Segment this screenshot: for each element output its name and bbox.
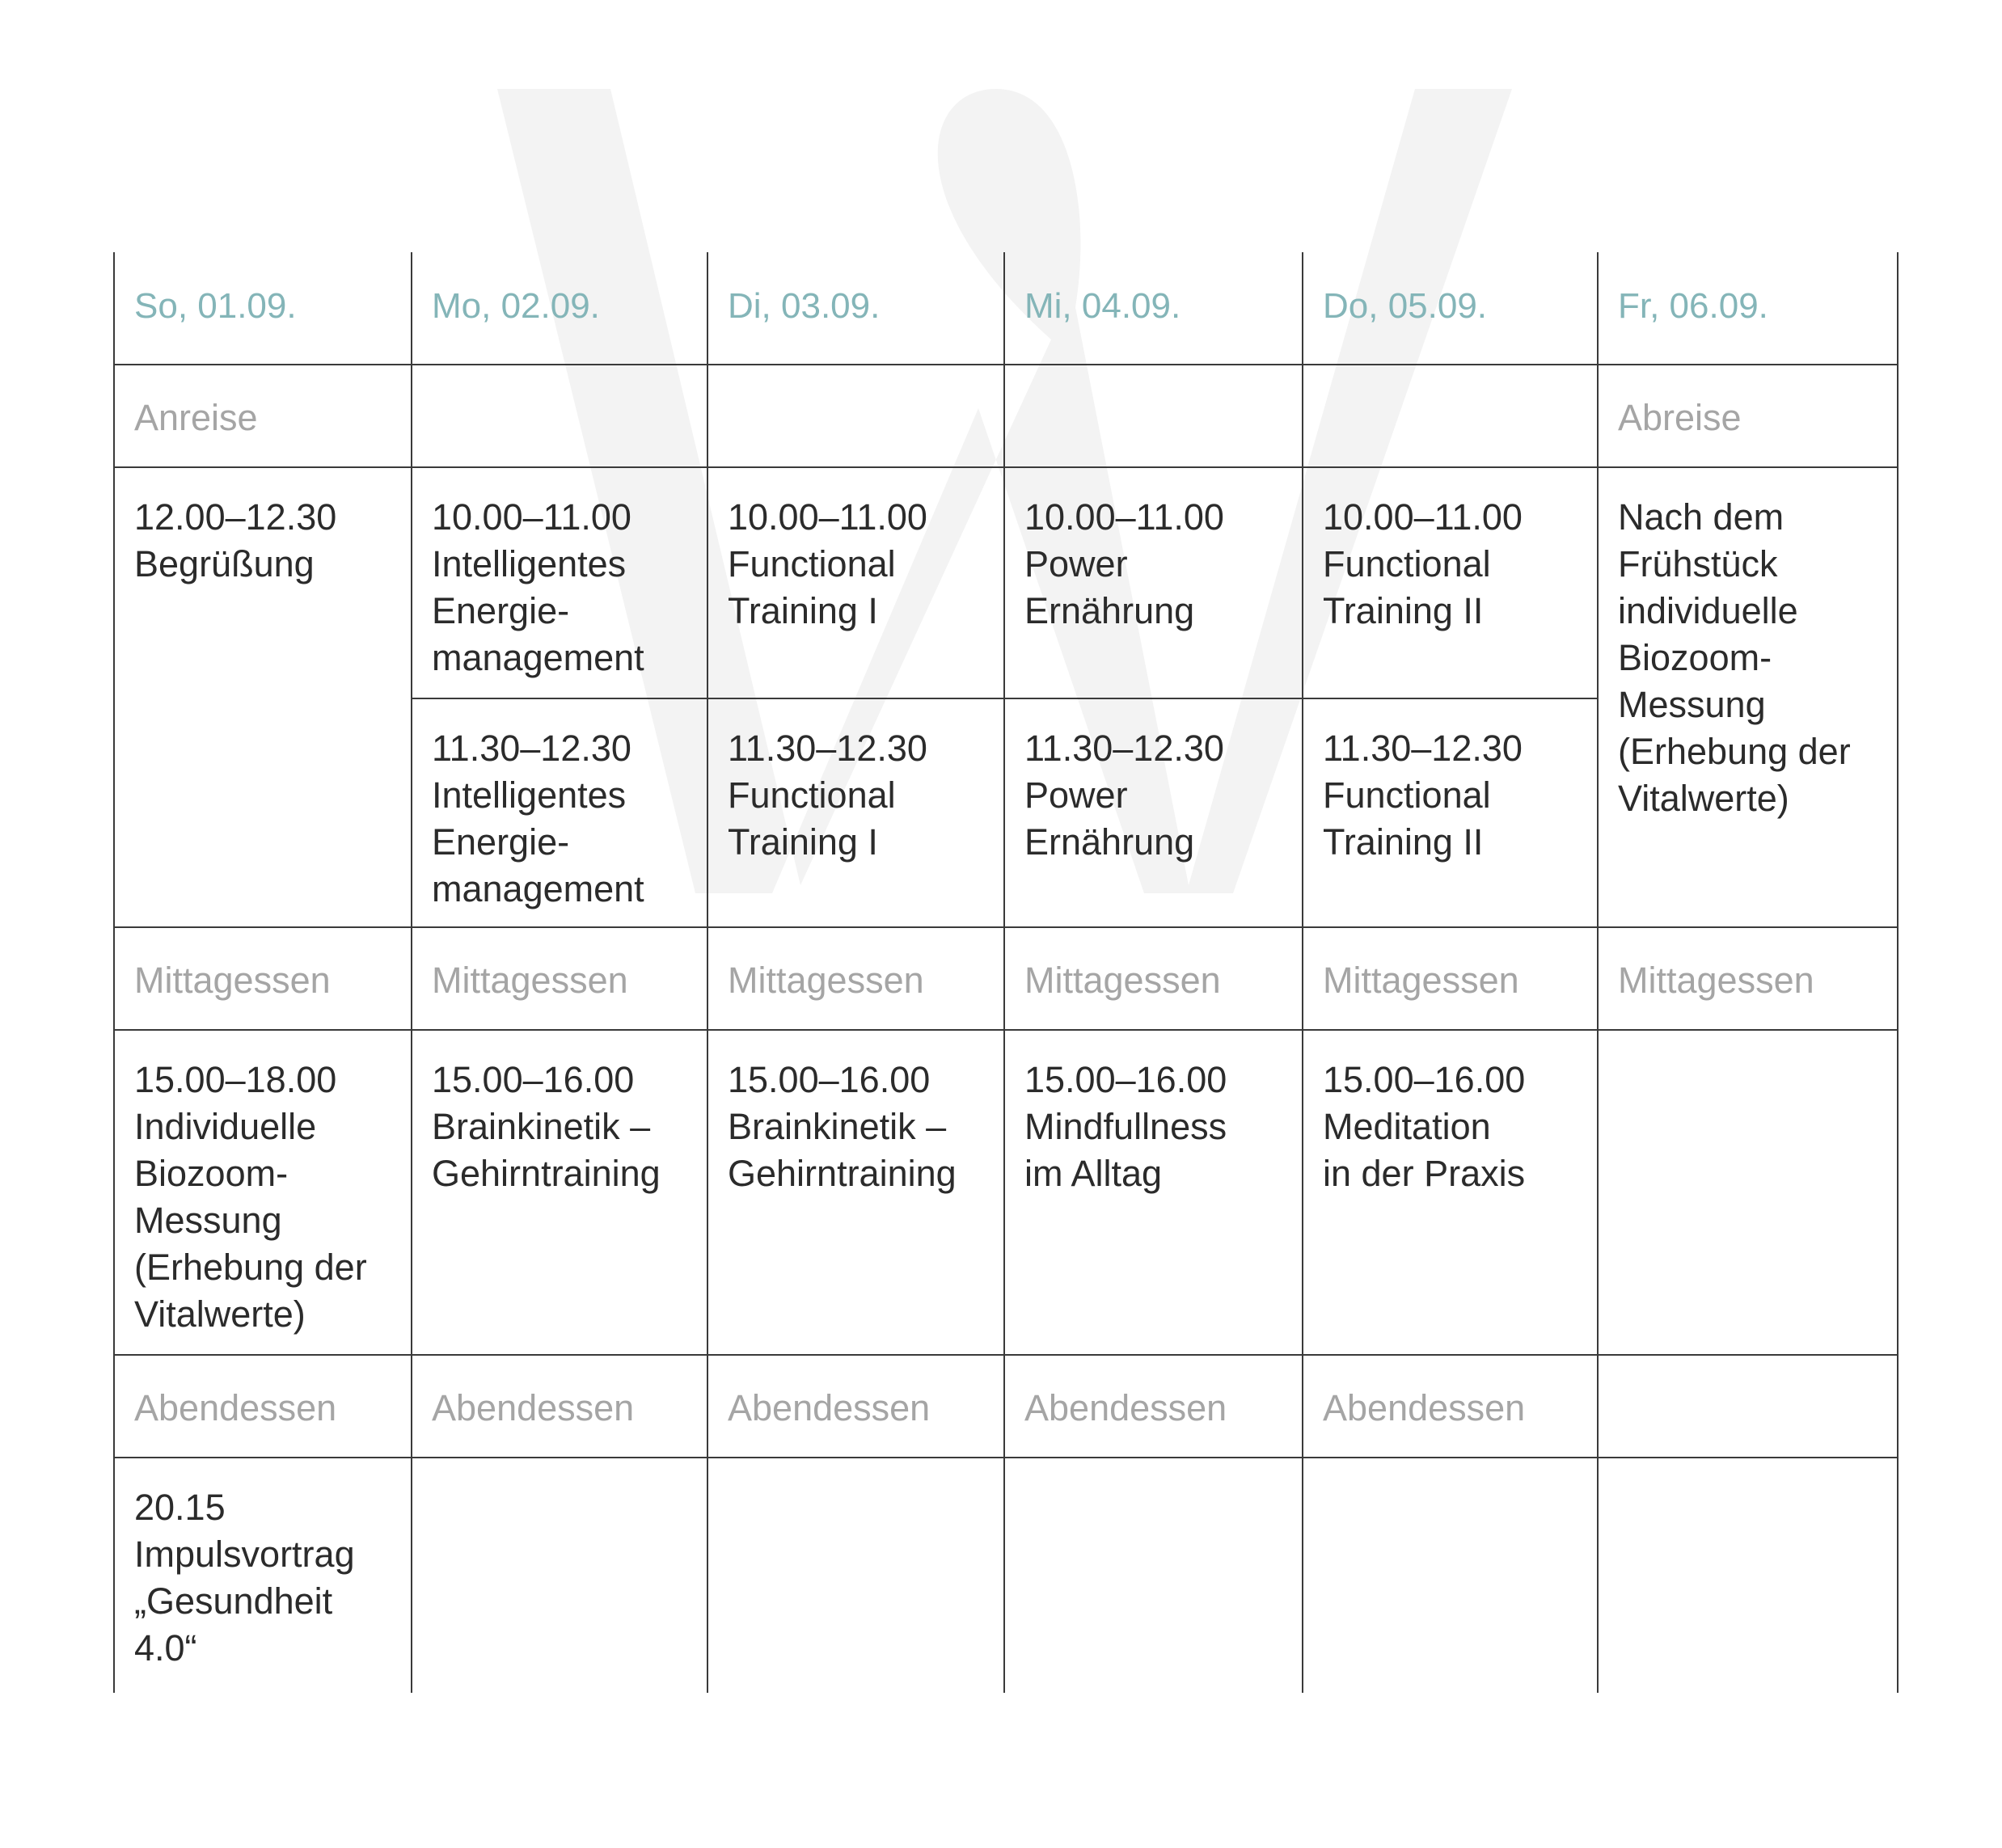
meal-label: Mittagessen — [1024, 960, 1221, 1001]
arrival-label: Anreise — [134, 397, 258, 438]
empty-cell — [1302, 1457, 1597, 1693]
empty-cell — [1597, 1029, 1899, 1354]
empty-cell — [113, 698, 411, 926]
empty-cell — [707, 364, 1003, 466]
lunch-cell — [1003, 926, 1302, 1029]
session-cell-thu-afternoon — [1302, 1029, 1597, 1354]
session-title: Biozoom- — [1618, 637, 1772, 678]
meal-label: Mittagessen — [728, 960, 924, 1001]
session-cell-sun-morning — [113, 466, 411, 698]
session-title: Messung — [1618, 684, 1766, 725]
session-title: management — [432, 637, 644, 678]
session-title: Vitalwerte) — [1618, 778, 1789, 819]
day-header-thu — [1302, 252, 1597, 364]
session-title: Functional — [1323, 543, 1491, 584]
session-title: Messung — [134, 1200, 282, 1241]
session-title: management — [432, 868, 644, 909]
day-label: Mo, 02.09. — [432, 286, 600, 326]
session-title: Functional — [728, 774, 896, 816]
empty-cell — [1003, 1457, 1302, 1693]
session-time: 12.00–12.30 — [134, 496, 337, 538]
session-title: Frühstück — [1618, 543, 1778, 584]
dinner-cell — [1003, 1354, 1302, 1457]
meal-label: Abendessen — [1323, 1387, 1526, 1428]
dinner-cell — [707, 1354, 1003, 1457]
dinner-cell — [113, 1354, 411, 1457]
session-time: 10.00–11.00 — [1323, 496, 1523, 538]
session-cell-sun-evening — [113, 1457, 411, 1693]
lunch-cell — [411, 926, 707, 1029]
lunch-cell — [113, 926, 411, 1029]
session-title: Gehirntraining — [432, 1153, 661, 1194]
session-time: 10.00–11.00 — [1024, 496, 1224, 538]
session-cell-fri-morning — [1597, 466, 1899, 926]
session-cell-wed-afternoon — [1003, 1029, 1302, 1354]
session-cell-tue-morning-1 — [707, 466, 1003, 698]
session-title: Begrüßung — [134, 543, 315, 584]
session-title: Mindfullness — [1024, 1106, 1227, 1147]
session-title: (Erhebung der — [134, 1247, 367, 1288]
session-title: Meditation — [1323, 1106, 1491, 1147]
meal-label: Mittagessen — [1323, 960, 1519, 1001]
session-title: Training II — [1323, 821, 1484, 863]
session-time: 15.00–16.00 — [1024, 1059, 1227, 1100]
day-label: Mi, 04.09. — [1024, 286, 1181, 326]
session-time: 15.00–16.00 — [728, 1059, 931, 1100]
session-cell-tue-morning-2 — [707, 698, 1003, 926]
meal-label: Abendessen — [728, 1387, 931, 1428]
session-cell-mon-morning-1 — [411, 466, 707, 698]
session-cell-thu-morning-1 — [1302, 466, 1597, 698]
session-title: „Gesundheit — [134, 1580, 333, 1622]
day-label: Fr, 06.09. — [1618, 286, 1768, 326]
session-title: Training I — [728, 590, 878, 631]
day-header-mon — [411, 252, 707, 364]
session-cell-sun-afternoon — [113, 1029, 411, 1354]
session-cell-wed-morning-1 — [1003, 466, 1302, 698]
lunch-cell — [1302, 926, 1597, 1029]
session-title: Intelligentes — [432, 543, 627, 584]
session-title: Individuelle — [134, 1106, 317, 1147]
session-time: 10.00–11.00 — [728, 496, 927, 538]
session-title: Vitalwerte) — [134, 1293, 306, 1335]
session-title: 4.0“ — [134, 1627, 197, 1669]
meal-label: Abendessen — [1024, 1387, 1227, 1428]
session-time: 11.30–12.30 — [432, 728, 631, 769]
session-cell-wed-morning-2 — [1003, 698, 1302, 926]
session-title: Energie- — [432, 821, 570, 863]
day-label: So, 01.09. — [134, 286, 297, 326]
meal-label: Abendessen — [432, 1387, 635, 1428]
session-title: Ernährung — [1024, 590, 1195, 631]
session-title: Ernährung — [1024, 821, 1195, 863]
empty-cell — [1597, 1457, 1899, 1693]
day-header-sun — [113, 252, 411, 364]
session-title: Power — [1024, 543, 1128, 584]
departure-cell — [1597, 364, 1899, 466]
session-time: 11.30–12.30 — [728, 728, 927, 769]
meal-label: Mittagessen — [432, 960, 628, 1001]
session-cell-tue-afternoon — [707, 1029, 1003, 1354]
session-title: Nach dem — [1618, 496, 1784, 538]
session-time: 15.00–18.00 — [134, 1059, 337, 1100]
empty-cell — [411, 1457, 707, 1693]
empty-cell — [411, 364, 707, 466]
session-title: Brainkinetik – — [432, 1106, 651, 1147]
session-cell-thu-morning-2 — [1302, 698, 1597, 926]
day-label: Di, 03.09. — [728, 286, 881, 326]
session-title: Training I — [728, 821, 878, 863]
session-title: Brainkinetik – — [728, 1106, 947, 1147]
session-title: Power — [1024, 774, 1128, 816]
empty-cell — [707, 1457, 1003, 1693]
session-title: Energie- — [432, 590, 570, 631]
dinner-cell — [1302, 1354, 1597, 1457]
schedule-table — [113, 252, 1899, 1693]
session-title: in der Praxis — [1323, 1153, 1526, 1194]
session-title: Impulsvortrag — [134, 1534, 355, 1575]
day-header-wed — [1003, 252, 1302, 364]
session-time: 10.00–11.00 — [432, 496, 631, 538]
session-cell-mon-afternoon — [411, 1029, 707, 1354]
departure-label: Abreise — [1618, 397, 1742, 438]
meal-label: Mittagessen — [1618, 960, 1814, 1001]
empty-cell — [1302, 364, 1597, 466]
meal-label: Mittagessen — [134, 960, 331, 1001]
session-cell-mon-morning-2 — [411, 698, 707, 926]
lunch-cell — [1597, 926, 1899, 1029]
lunch-cell — [707, 926, 1003, 1029]
session-time: 15.00–16.00 — [432, 1059, 635, 1100]
dinner-cell — [411, 1354, 707, 1457]
session-title: im Alltag — [1024, 1153, 1163, 1194]
session-title: individuelle — [1618, 590, 1798, 631]
session-title: Biozoom- — [134, 1153, 289, 1194]
session-title: Functional — [728, 543, 896, 584]
empty-cell — [1597, 1354, 1899, 1457]
day-header-tue — [707, 252, 1003, 364]
session-title: Gehirntraining — [728, 1153, 957, 1194]
meal-label: Abendessen — [134, 1387, 337, 1428]
session-title: Intelligentes — [432, 774, 627, 816]
session-time: 11.30–12.30 — [1024, 728, 1224, 769]
session-time: 15.00–16.00 — [1323, 1059, 1526, 1100]
arrival-cell — [113, 364, 411, 466]
session-title: Functional — [1323, 774, 1491, 816]
day-header-fri — [1597, 252, 1899, 364]
session-time: 20.15 — [134, 1487, 226, 1528]
session-title: (Erhebung der — [1618, 731, 1851, 772]
session-title: Training II — [1323, 590, 1484, 631]
session-time: 11.30–12.30 — [1323, 728, 1523, 769]
day-label: Do, 05.09. — [1323, 286, 1488, 326]
empty-cell — [1003, 364, 1302, 466]
